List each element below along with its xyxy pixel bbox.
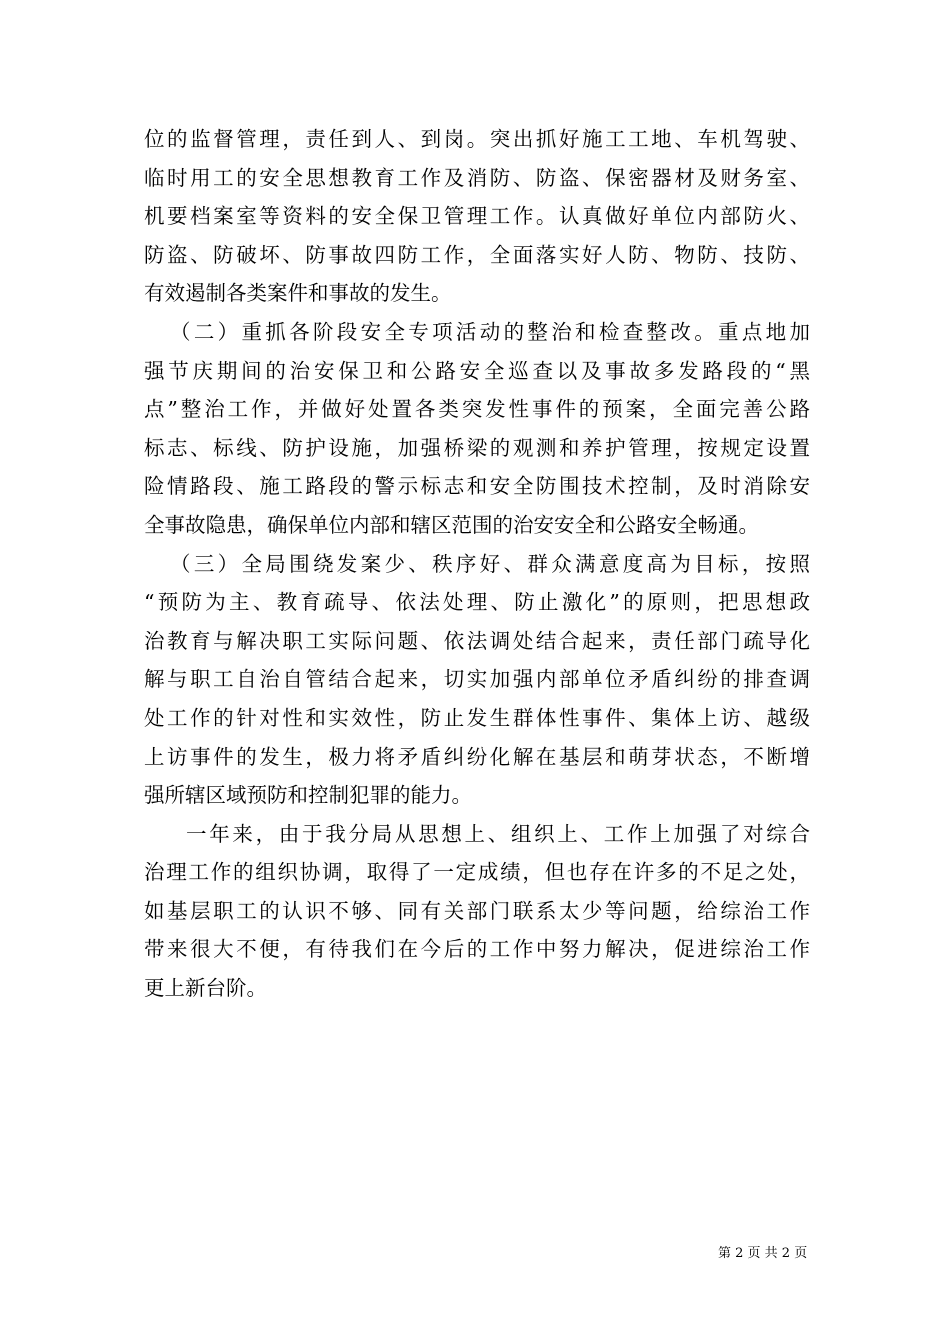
paragraph-4-line-3: 如基层职工的认识不够、同有关部门联系太少等问题，给综治工作 [144, 898, 810, 923]
document-body [144, 120, 810, 1008]
paragraph-3-line-4: 解与职工自治自管结合起来，切实加强内部单位矛盾纠纷的排查调 [144, 667, 810, 692]
paragraph-4-line-5: 更上新台阶。 [144, 976, 267, 1001]
paragraph-3-line-3: 治教育与解决职工实际问题、依法调处结合起来，责任部门疏导化 [144, 628, 810, 653]
paragraph-3-line-2: “预防为主、教育疏导、依法处理、防止激化”的原则，把思想政 [144, 590, 810, 615]
paragraph-3-line-6: 上访事件的发生，极力将矛盾纠纷化解在基层和萌芽状态，不断增 [144, 744, 810, 769]
page-number-footer: 第 2 页 共 2 页 [718, 1246, 808, 1261]
paragraph-3-line-1: （三）全局围绕发案少、秩序好、群众满意度高为目标，按照 [170, 551, 810, 576]
paragraph-2-line-6: 全事故隐患，确保单位内部和辖区范围的治安安全和公路安全畅通。 [144, 512, 759, 537]
paragraph-2-line-3: 点”整治工作，并做好处置各类突发性事件的预案，全面完善公路 [144, 397, 810, 422]
paragraph-1-line-1: 位的监督管理，责任到人、到岗。突出抓好施工工地、车机驾驶、 [144, 127, 810, 151]
paragraph-2-line-5: 险情路段、施工路段的警示标志和安全防围技术控制，及时消除安 [144, 474, 810, 499]
paragraph-1-line-5: 有效遏制各类案件和事故的发生。 [144, 281, 452, 306]
paragraph-4-line-1: 一年来，由于我分局从思想上、组织上、工作上加强了对综合 [186, 821, 810, 846]
paragraph-2-line-4: 标志、标线、防护设施，加强桥梁的观测和养护管理，按规定设置 [144, 435, 810, 460]
paragraph-3-line-5: 处工作的针对性和实效性，防止发生群体性事件、集体上访、越级 [144, 705, 810, 730]
paragraph-4-line-4: 带来很大不便，有待我们在今后的工作中努力解决，促进综治工作 [144, 937, 810, 962]
paragraph-2-line-2: 强节庆期间的治安保卫和公路安全巡查以及事故多发路段的“黑 [144, 358, 810, 383]
paragraph-4-line-2: 治理工作的组织协调，取得了一定成绩，但也存在许多的不足之处， [144, 860, 810, 885]
paragraph-2-line-1: （二）重抓各阶段安全专项活动的整治和检查整改。重点地加 [170, 319, 810, 344]
paragraph-3-line-7: 强所辖区域预防和控制犯罪的能力。 [144, 783, 472, 808]
paragraph-1-line-2: 临时用工的安全思想教育工作及消防、防盗、保密器材及财务室、 [144, 165, 810, 190]
paragraph-1-line-4: 防盗、防破坏、防事故四防工作，全面落实好人防、物防、技防、 [144, 242, 810, 267]
paragraph-1-line-3: 机要档案室等资料的安全保卫管理工作。认真做好单位内部防火、 [144, 204, 810, 229]
